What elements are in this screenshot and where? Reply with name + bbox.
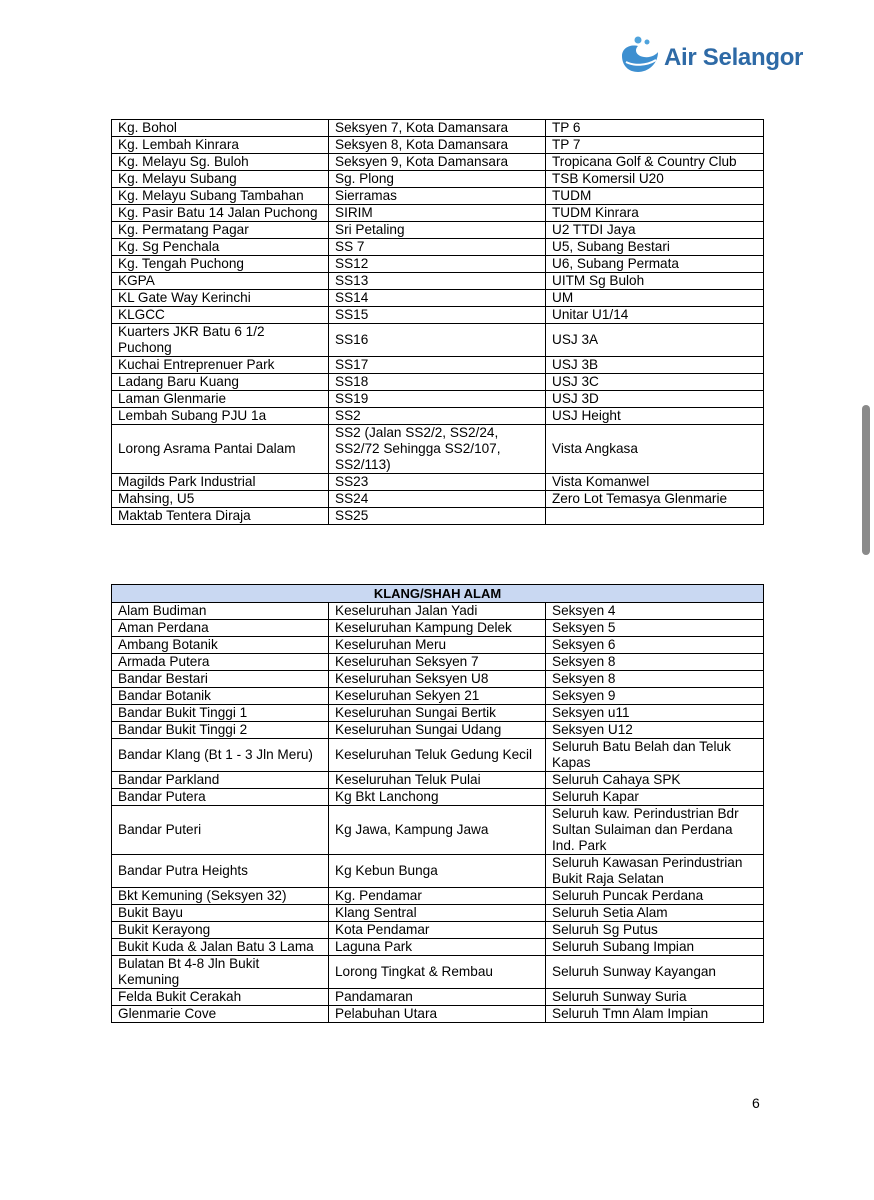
table-cell: SS24 xyxy=(329,491,546,508)
table-row xyxy=(112,491,764,508)
klang-shah-alam-table-body xyxy=(112,585,764,1023)
table-cell: Bandar Puteri xyxy=(112,806,329,855)
table-cell: Kg. Lembah Kinrara xyxy=(112,137,329,154)
area-table-continued xyxy=(111,119,764,525)
table-cell: Kg. Melayu Subang Tambahan xyxy=(112,188,329,205)
table-cell: Bandar Putra Heights xyxy=(112,855,329,888)
table-row xyxy=(112,256,764,273)
table-row xyxy=(112,474,764,491)
table-cell: Kg. Melayu Subang xyxy=(112,171,329,188)
table-row xyxy=(112,1006,764,1023)
table-cell: U5, Subang Bestari xyxy=(546,239,764,256)
scrollbar-thumb[interactable] xyxy=(862,405,870,555)
table-cell: Seksyen 7, Kota Damansara xyxy=(329,120,546,137)
table-cell: SS15 xyxy=(329,307,546,324)
table-cell: Zero Lot Temasya Glenmarie xyxy=(546,491,764,508)
table-cell: SS 7 xyxy=(329,239,546,256)
table-cell: Pelabuhan Utara xyxy=(329,1006,546,1023)
table-cell: Bkt Kemuning (Seksyen 32) xyxy=(112,888,329,905)
table-cell: TUDM Kinrara xyxy=(546,205,764,222)
table-cell: Laman Glenmarie xyxy=(112,391,329,408)
table-row xyxy=(112,705,764,722)
table-cell: Bandar Putera xyxy=(112,789,329,806)
table-cell: Seksyen 9 xyxy=(546,688,764,705)
table-cell: Ambang Botanik xyxy=(112,637,329,654)
table-cell: Seluruh Cahaya SPK xyxy=(546,772,764,789)
table-cell: KGPA xyxy=(112,273,329,290)
table-row xyxy=(112,654,764,671)
table-row xyxy=(112,239,764,256)
section-heading-row xyxy=(112,585,764,603)
table-row xyxy=(112,922,764,939)
table-cell: SS12 xyxy=(329,256,546,273)
table-cell: Bandar Bukit Tinggi 2 xyxy=(112,722,329,739)
table-row xyxy=(112,789,764,806)
table-cell: Kg. Pendamar xyxy=(329,888,546,905)
table-row xyxy=(112,956,764,989)
table-cell: SS14 xyxy=(329,290,546,307)
brand-name: Air Selangor xyxy=(664,44,804,71)
table-cell: Felda Bukit Cerakah xyxy=(112,989,329,1006)
table-row xyxy=(112,137,764,154)
table-cell: UM xyxy=(546,290,764,307)
table-cell: Seluruh Kawasan Perindustrian Bukit Raja Selatan xyxy=(546,855,764,888)
table-cell: SS18 xyxy=(329,374,546,391)
table-cell: Keseluruhan Sungai Bertik xyxy=(329,705,546,722)
table-row xyxy=(112,324,764,357)
table-cell: SS2 (Jalan SS2/2, SS2/24, SS2/72 Sehingga SS2/107, SS2/113) xyxy=(329,425,546,474)
table-cell: Seksyen 8 xyxy=(546,654,764,671)
table-cell: Keseluruhan Jalan Yadi xyxy=(329,603,546,620)
table-cell: TP 7 xyxy=(546,137,764,154)
table-row xyxy=(112,688,764,705)
table-cell: SS25 xyxy=(329,508,546,525)
table-row xyxy=(112,425,764,474)
table-cell: SS2 xyxy=(329,408,546,425)
table-cell: Pandamaran xyxy=(329,989,546,1006)
table-cell: Bandar Botanik xyxy=(112,688,329,705)
table-cell: Seluruh Sunway Suria xyxy=(546,989,764,1006)
table-cell: Seluruh Setia Alam xyxy=(546,905,764,922)
table-cell: Keseluruhan Teluk Gedung Kecil xyxy=(329,739,546,772)
table-cell: Laguna Park xyxy=(329,939,546,956)
table-row xyxy=(112,290,764,307)
area-table-body xyxy=(112,120,764,525)
table-cell: Seksyen 9, Kota Damansara xyxy=(329,154,546,171)
table-cell: USJ 3C xyxy=(546,374,764,391)
table-cell: Seksyen U12 xyxy=(546,722,764,739)
table-cell: U6, Subang Permata xyxy=(546,256,764,273)
table-row xyxy=(112,508,764,525)
table-row xyxy=(112,205,764,222)
table-cell: USJ 3A xyxy=(546,324,764,357)
table-cell: SS23 xyxy=(329,474,546,491)
table-cell xyxy=(546,508,764,525)
table-cell: USJ 3D xyxy=(546,391,764,408)
table-cell: Kg Kebun Bunga xyxy=(329,855,546,888)
table-row xyxy=(112,603,764,620)
table-row xyxy=(112,188,764,205)
table-cell: Keseluruhan Seksyen 7 xyxy=(329,654,546,671)
table-row xyxy=(112,855,764,888)
table-cell: Seksyen 6 xyxy=(546,637,764,654)
table-row xyxy=(112,739,764,772)
table-cell: Aman Perdana xyxy=(112,620,329,637)
table-cell: Kuarters JKR Batu 6 1/2 Puchong xyxy=(112,324,329,357)
table-cell: Lorong Tingkat & Rembau xyxy=(329,956,546,989)
table-row xyxy=(112,374,764,391)
table-cell: Seluruh Tmn Alam Impian xyxy=(546,1006,764,1023)
section-heading: KLANG/SHAH ALAM xyxy=(112,585,764,603)
table-cell: Sg. Plong xyxy=(329,171,546,188)
table-row xyxy=(112,391,764,408)
table-cell: USJ 3B xyxy=(546,357,764,374)
table-cell: Tropicana Golf & Country Club xyxy=(546,154,764,171)
table-cell: Kuchai Entreprenuer Park xyxy=(112,357,329,374)
table-cell: KL Gate Way Kerinchi xyxy=(112,290,329,307)
table-cell: TUDM xyxy=(546,188,764,205)
table-cell: SS13 xyxy=(329,273,546,290)
table-cell: Vista Angkasa xyxy=(546,425,764,474)
table-cell: USJ Height xyxy=(546,408,764,425)
table-cell: Seluruh Sg Putus xyxy=(546,922,764,939)
klang-shah-alam-table xyxy=(111,584,764,1023)
table-row xyxy=(112,722,764,739)
page-number: 6 xyxy=(752,1095,760,1111)
table-cell: Klang Sentral xyxy=(329,905,546,922)
table-cell: Keseluruhan Seksyen U8 xyxy=(329,671,546,688)
table-cell: Bandar Klang (Bt 1 - 3 Jln Meru) xyxy=(112,739,329,772)
table-cell: Kg. Permatang Pagar xyxy=(112,222,329,239)
table-cell: UITM Sg Buloh xyxy=(546,273,764,290)
table-cell: Vista Komanwel xyxy=(546,474,764,491)
table-cell: Magilds Park Industrial xyxy=(112,474,329,491)
table-row xyxy=(112,772,764,789)
table-cell: Seksyen 8, Kota Damansara xyxy=(329,137,546,154)
table-cell: Seksyen 5 xyxy=(546,620,764,637)
table-row xyxy=(112,905,764,922)
table-cell: U2 TTDI Jaya xyxy=(546,222,764,239)
table-cell: Bukit Bayu xyxy=(112,905,329,922)
table-cell: Glenmarie Cove xyxy=(112,1006,329,1023)
table-cell: Bandar Bestari xyxy=(112,671,329,688)
table-cell: Sierramas xyxy=(329,188,546,205)
table-cell: Mahsing, U5 xyxy=(112,491,329,508)
table-cell: Bukit Kuda & Jalan Batu 3 Lama xyxy=(112,939,329,956)
air-selangor-logo xyxy=(616,30,836,80)
table-cell: Seksyen 8 xyxy=(546,671,764,688)
table-row xyxy=(112,806,764,855)
table-row xyxy=(112,939,764,956)
table-cell: Bandar Parkland xyxy=(112,772,329,789)
table-cell: Seluruh Batu Belah dan Teluk Kapas xyxy=(546,739,764,772)
table-cell: Maktab Tentera Diraja xyxy=(112,508,329,525)
table-cell: Kg. Pasir Batu 14 Jalan Puchong xyxy=(112,205,329,222)
table-cell: Kg. Sg Penchala xyxy=(112,239,329,256)
table-cell: Lembah Subang PJU 1a xyxy=(112,408,329,425)
table-cell: Lorong Asrama Pantai Dalam xyxy=(112,425,329,474)
table-cell: Ladang Baru Kuang xyxy=(112,374,329,391)
table-row xyxy=(112,273,764,290)
table-cell: Unitar U1/14 xyxy=(546,307,764,324)
table-row xyxy=(112,989,764,1006)
table-cell: SS17 xyxy=(329,357,546,374)
table-cell: SS19 xyxy=(329,391,546,408)
table-cell: Keseluruhan Sekyen 21 xyxy=(329,688,546,705)
table-cell: Sri Petaling xyxy=(329,222,546,239)
table-row xyxy=(112,222,764,239)
table-cell: Kg. Melayu Sg. Buloh xyxy=(112,154,329,171)
table-row xyxy=(112,671,764,688)
table-cell: Kg. Tengah Puchong xyxy=(112,256,329,273)
water-drop-icon xyxy=(616,30,662,76)
table-cell: Keseluruhan Kampung Delek xyxy=(329,620,546,637)
table-cell: Seluruh Puncak Perdana xyxy=(546,888,764,905)
table-cell: Bulatan Bt 4-8 Jln Bukit Kemuning xyxy=(112,956,329,989)
table-cell: Alam Budiman xyxy=(112,603,329,620)
table-cell: Bukit Kerayong xyxy=(112,922,329,939)
table-row xyxy=(112,120,764,137)
table-cell: TSB Komersil U20 xyxy=(546,171,764,188)
table-cell: Seluruh Sunway Kayangan xyxy=(546,956,764,989)
table-cell: Keseluruhan Teluk Pulai xyxy=(329,772,546,789)
table-cell: SIRIM xyxy=(329,205,546,222)
table-cell: Kg Bkt Lanchong xyxy=(329,789,546,806)
table-cell: Keseluruhan Meru xyxy=(329,637,546,654)
table-row xyxy=(112,637,764,654)
table-row xyxy=(112,307,764,324)
scrollbar[interactable] xyxy=(860,0,874,1200)
table-cell: Seluruh kaw. Perindustrian Bdr Sultan Sulaiman dan Perdana Ind. Park xyxy=(546,806,764,855)
table-row xyxy=(112,620,764,637)
table-cell: KLGCC xyxy=(112,307,329,324)
table-row xyxy=(112,888,764,905)
table-cell: Bandar Bukit Tinggi 1 xyxy=(112,705,329,722)
table-cell: Seluruh Subang Impian xyxy=(546,939,764,956)
table-cell: Seluruh Kapar xyxy=(546,789,764,806)
table-cell: TP 6 xyxy=(546,120,764,137)
table-row xyxy=(112,357,764,374)
table-cell: Keseluruhan Sungai Udang xyxy=(329,722,546,739)
table-cell: Kg Jawa, Kampung Jawa xyxy=(329,806,546,855)
table-cell: Seksyen 4 xyxy=(546,603,764,620)
table-cell: Kg. Bohol xyxy=(112,120,329,137)
table-cell: Armada Putera xyxy=(112,654,329,671)
table-row xyxy=(112,171,764,188)
table-row xyxy=(112,408,764,425)
table-cell: SS16 xyxy=(329,324,546,357)
table-cell: Seksyen u11 xyxy=(546,705,764,722)
table-row xyxy=(112,154,764,171)
table-cell: Kota Pendamar xyxy=(329,922,546,939)
